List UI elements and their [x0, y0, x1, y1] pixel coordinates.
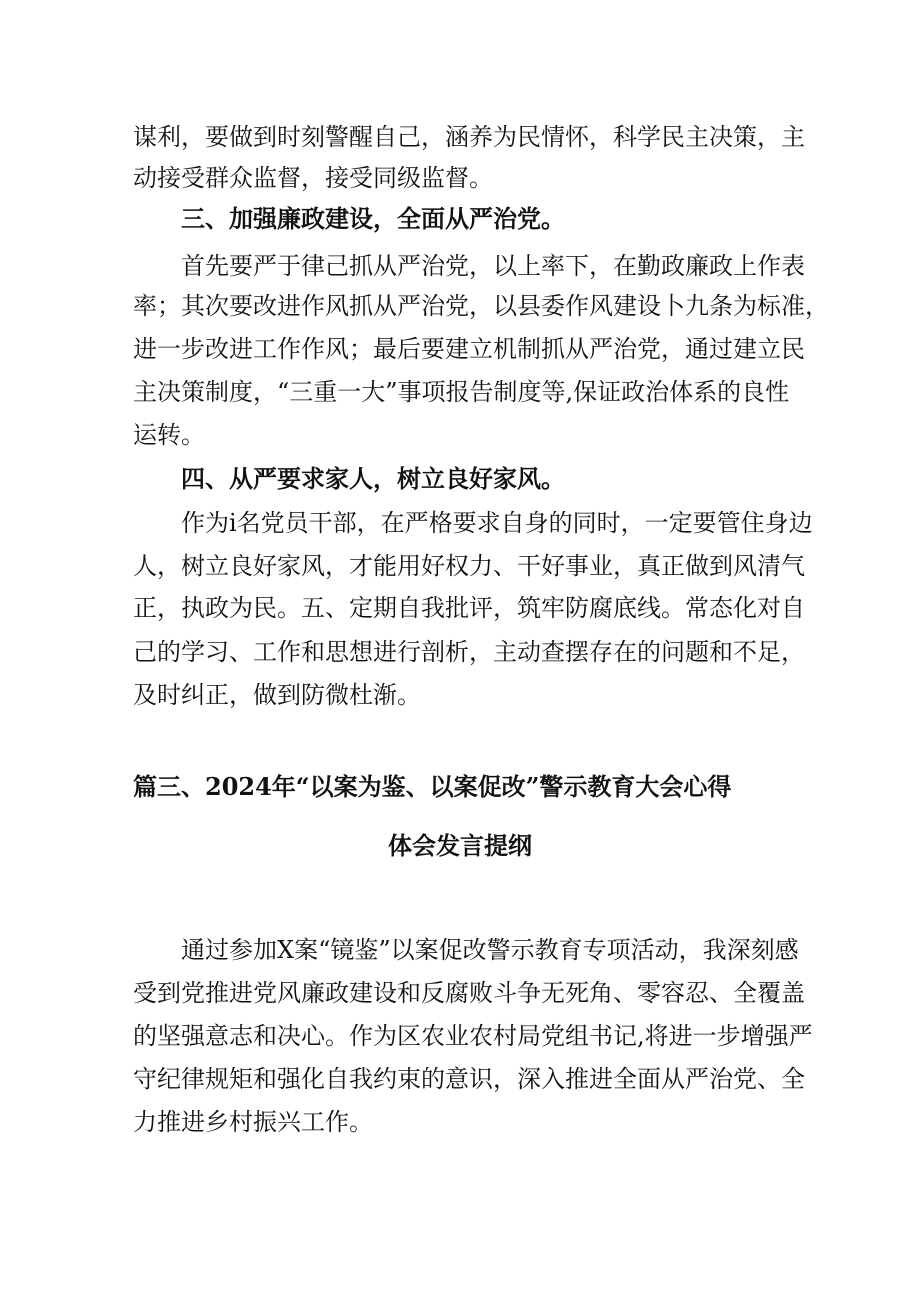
paragraph-line: 人，树立良好家风，才能用好权力、干好事业，真正做到风清气: [133, 552, 805, 580]
paragraph-line: 率；其次要改进作风抓从严治党，以县委作风建设卜九条为标准，: [133, 292, 829, 320]
section-title-continued: 体会发言提纲: [388, 831, 532, 860]
paragraph-line: 作为i名党员干部，在严格要求自身的同时，一定要管住身边: [181, 509, 813, 537]
paragraph-line: 受到党推进党风廉政建设和反腐败斗争无死角、零容忍、全覆盖: [133, 979, 805, 1007]
section-title: 篇三、2024年“以案为鉴、以案促改”警示教育大会心得: [133, 772, 732, 801]
paragraph-line: 正，执政为民。五、定期自我批评，筑牢防腐底线。常态化对自: [133, 594, 805, 622]
paragraph-line: 的坚强意志和决心。作为区农业农村局党组书记,将进一步增强严: [133, 1022, 813, 1050]
section-heading: 四、从严要求家人，树立良好家风。: [181, 464, 565, 493]
section-heading: 三、加强廉政建设，全面从严治党。: [181, 204, 565, 233]
paragraph-line: 谋利，要做到时刻警醒自己，涵养为民情怀，科学民主决策，主: [133, 123, 805, 151]
paragraph-line: 通过参加X案“镜鉴”以案促改警示教育专项活动，我深刻感: [181, 936, 799, 964]
paragraph-line: 首先要严于律己抓从严治党，以上率下，在勤政廉政上作表: [181, 252, 805, 280]
paragraph-line: 力推进乡村振兴工作。: [133, 1108, 373, 1136]
paragraph-line: 主决策制度，“三重一大”事项报告制度等,保证政治体系的良性: [133, 378, 790, 406]
paragraph-line: 进一步改进工作作风；最后要建立机制抓从严治党，通过建立民: [133, 335, 805, 363]
paragraph-line: 动接受群众监督，接受同级监督。: [133, 164, 493, 192]
paragraph-line: 守纪律规矩和强化自我约束的意识，深入推进全面从严治党、全: [133, 1065, 805, 1093]
paragraph-line: 己的学习、工作和思想进行剖析，主动查摆存在的问题和不足，: [133, 638, 805, 666]
paragraph-line: 及时纠正，做到防微杜渐。: [133, 681, 421, 709]
paragraph-line: 运转。: [133, 421, 205, 449]
